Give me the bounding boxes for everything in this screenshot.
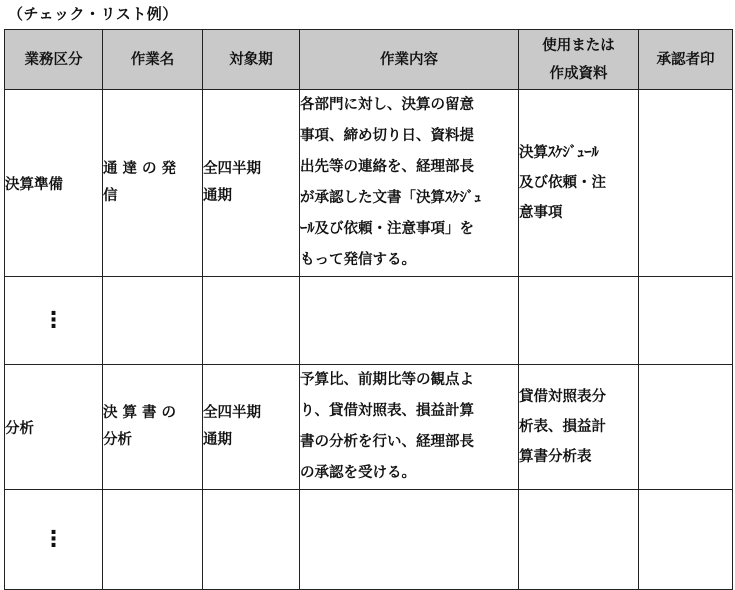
header-period: 対象期 — [203, 30, 300, 90]
period-line: 通期 — [203, 432, 232, 448]
task-name-cell — [103, 277, 203, 365]
header-task-content: 作業内容 — [300, 30, 519, 90]
header-materials-line2: 作成資料 — [549, 65, 608, 82]
header-approver: 承認者印 — [639, 30, 733, 90]
header-category: 業務区分 — [5, 30, 103, 90]
content-line: り、貸借対照表、損益計算 — [300, 403, 474, 419]
task-name-line: 信 — [103, 188, 118, 204]
continuation-cell — [5, 490, 103, 590]
table-header-row — [5, 30, 733, 90]
content-line: 予算比、前期比等の観点よ — [300, 372, 474, 388]
header-materials — [519, 30, 639, 90]
task-name-line: 決算書の — [103, 405, 181, 421]
task-content-cell — [300, 365, 519, 490]
content-line: ｰﾙ及び依頼・注意事項」を — [300, 221, 474, 237]
task-content-cell — [300, 490, 519, 590]
content-line: 書の分析を行い、経理部長 — [300, 434, 474, 450]
page-caption: （チェック・リスト例） — [8, 5, 178, 23]
materials-line: 算書分析表 — [519, 449, 592, 465]
approver-stamp-cell — [639, 90, 733, 277]
materials-cell — [519, 365, 639, 490]
task-name-cell — [103, 90, 203, 277]
table-row — [5, 90, 733, 277]
header-materials-line1: 使用または — [542, 37, 615, 54]
task-name-line: 分析 — [103, 432, 132, 448]
category-cell — [5, 365, 103, 490]
approver-stamp-cell — [639, 490, 733, 590]
task-content-cell — [300, 277, 519, 365]
vertical-ellipsis: ⋮ — [42, 307, 65, 333]
materials-cell — [519, 277, 639, 365]
materials-line: 及び依頼・注 — [519, 175, 606, 191]
header-task-name: 作業名 — [103, 30, 203, 90]
period-cell — [203, 277, 300, 365]
table-row — [5, 365, 733, 490]
materials-cell — [519, 90, 639, 277]
vertical-ellipsis: ⋮ — [42, 526, 65, 552]
period-line: 全四半期 — [203, 161, 261, 177]
task-name-cell — [103, 365, 203, 490]
content-line: 事項、締め切り日、資料提 — [300, 128, 474, 144]
task-name-line: 通達の発 — [103, 161, 181, 177]
period-cell — [203, 90, 300, 277]
materials-line: 決算ｽｹｼﾞｭｰﾙ — [519, 145, 599, 161]
task-name-cell — [103, 490, 203, 590]
materials-line: 貸借対照表分 — [519, 389, 606, 405]
content-line: の承認を受ける。 — [300, 465, 416, 481]
materials-line: 析表、損益計 — [519, 419, 606, 435]
task-content-cell — [300, 90, 519, 277]
category-cell — [5, 90, 103, 277]
content-line: 各部門に対し、決算の留意 — [300, 97, 474, 113]
table-row — [5, 277, 733, 365]
table-row — [5, 490, 733, 590]
content-line: が承認した文書「決算ｽｹｼﾞｭ — [300, 190, 482, 206]
approver-stamp-cell — [639, 365, 733, 490]
period-cell — [203, 490, 300, 590]
content-line: もって発信する。 — [300, 252, 416, 268]
period-line: 全四半期 — [203, 405, 261, 421]
materials-line: 意事項 — [519, 205, 563, 221]
period-line: 通期 — [203, 188, 232, 204]
materials-cell — [519, 490, 639, 590]
period-cell — [203, 365, 300, 490]
approver-stamp-cell — [639, 277, 733, 365]
checklist-table — [4, 29, 733, 590]
category-text: 決算準備 — [5, 176, 63, 193]
content-line: 出先等の連絡を、経理部長 — [300, 159, 474, 175]
category-text: 分析 — [5, 420, 34, 437]
continuation-cell — [5, 277, 103, 365]
